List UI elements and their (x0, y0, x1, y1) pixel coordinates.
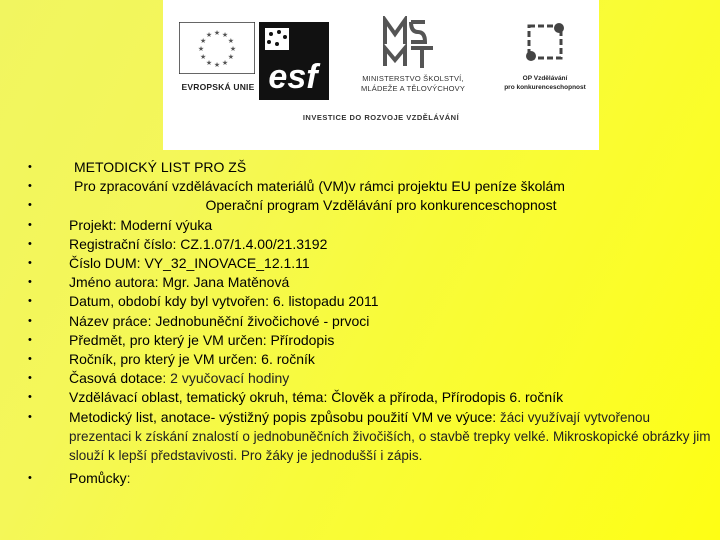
bullet: • (28, 218, 32, 231)
eu-star-icon: ★ (221, 31, 229, 40)
oblast-text: Vzdělávací oblast, tematický okruh, téma: Člověk a příroda, Přírodopis 6. ročník (69, 389, 564, 406)
pomucky-value: : (126, 470, 131, 487)
anotace-label: Metodický list, anotace- výstižný popis způsobu použití VM ve výuce: (69, 408, 497, 425)
list-item-text: METODICKÝ LIST PRO ZŠ (74, 159, 247, 175)
msmt-caption-line2: MLÁDEŽE A TĚLOVÝCHOVY (360, 84, 466, 93)
list-item (24, 177, 714, 196)
msmt-logo-icon (381, 16, 437, 72)
bullet: • (28, 295, 32, 308)
list-item (24, 312, 714, 331)
eu-star-icon: ★ (213, 29, 221, 37)
bullet: • (28, 391, 32, 404)
list-item (24, 216, 714, 235)
eu-star-icon: ★ (197, 45, 205, 53)
bullet: • (28, 276, 32, 289)
bullet: • (28, 314, 32, 327)
esf-text: esf (268, 58, 318, 96)
bullet: • (28, 472, 32, 485)
msmt-caption-line1: MINISTERSTVO ŠKOLSTVÍ, (362, 74, 464, 83)
pomucky-label: Pomůcky (69, 470, 127, 487)
op-logo-icon (519, 18, 571, 70)
bullet: • (28, 237, 32, 250)
list-item (24, 350, 714, 369)
investice-caption: INVESTICE DO ROZVOJE VZDĚLÁVÁNÍ (302, 113, 460, 122)
list-item (24, 469, 714, 488)
list-item (24, 196, 714, 215)
list-item-text: Projekt: Moderní výuka (69, 216, 213, 233)
bullet: • (28, 180, 32, 193)
casova-label: Časová dotace (69, 370, 163, 387)
list-item-text: Operační program Vzdělávání pro konkurenceschopnost (205, 197, 557, 214)
list-item (24, 273, 714, 292)
list-item-text: Číslo DUM: VY_32_INOVACE_12.1.11 (69, 255, 310, 272)
eu-star-icon: ★ (221, 58, 229, 67)
bullet: • (28, 410, 32, 423)
list-item-text: Jméno autora: Mgr. Jana Matěnová (69, 274, 290, 291)
eu-star-icon: ★ (205, 58, 213, 67)
logo-band (163, 0, 599, 150)
list-item (24, 254, 714, 273)
eu-star-icon: ★ (227, 53, 235, 61)
eu-caption: EVROPSKÁ UNIE (181, 82, 255, 92)
op-caption-line1: OP Vzdělávání (522, 75, 568, 82)
msmt-caption (349, 74, 477, 94)
eu-flag-icon (179, 22, 255, 74)
list-item-text: Název práce: Jednobuněční živočichové - prvoci (69, 312, 370, 329)
list-item (24, 331, 714, 350)
list-item-text: Registrační číslo: CZ.1.07/1.4.00/21.3192 (69, 235, 328, 252)
list-item-text: Datum, období kdy byl vytvořen: 6. listopadu 2011 (69, 293, 379, 310)
list-item-text: Předmět, pro který je VM určen: Přírodopis (69, 331, 335, 348)
list-item (24, 158, 714, 177)
eu-star-icon: ★ (227, 37, 235, 45)
op-caption (499, 74, 591, 92)
eu-star-icon: ★ (205, 31, 213, 40)
esf-logo-icon (259, 22, 329, 100)
method-sheet-list (24, 158, 714, 488)
list-item (24, 408, 714, 466)
bullet: • (28, 372, 32, 385)
anotace-text: žáci využívají vytvořenou prezentaci k získání znalostí o jednobuněčních živočiších, o stavbě trepky velké. Mikroskopické obrázky jim slouží k lepší představivosti. Pro žáky je jednodušší i zápis. (69, 409, 711, 464)
bullet: • (28, 199, 32, 212)
eu-star-icon: ★ (199, 37, 207, 45)
eu-star-icon: ★ (199, 53, 207, 61)
list-item (24, 369, 714, 388)
list-item (24, 235, 714, 254)
list-item (24, 292, 714, 311)
list-item (24, 388, 714, 407)
bullet: • (28, 333, 32, 346)
bullet: • (28, 353, 32, 366)
eu-star-icon: ★ (213, 61, 221, 69)
casova-value: : 2 vyučovací hodiny (162, 370, 290, 387)
bullet: • (28, 257, 32, 270)
list-item-text: Ročník, pro který je VM určen: 6. ročník (69, 351, 315, 368)
op-caption-line2: pro konkurenceschopnost (504, 84, 586, 91)
bullet: • (28, 161, 32, 173)
eu-star-icon: ★ (229, 45, 237, 53)
list-item-text: Pro zpracování vzdělávacích materiálů (VM)v rámci projektu EU peníze školám (74, 178, 565, 195)
